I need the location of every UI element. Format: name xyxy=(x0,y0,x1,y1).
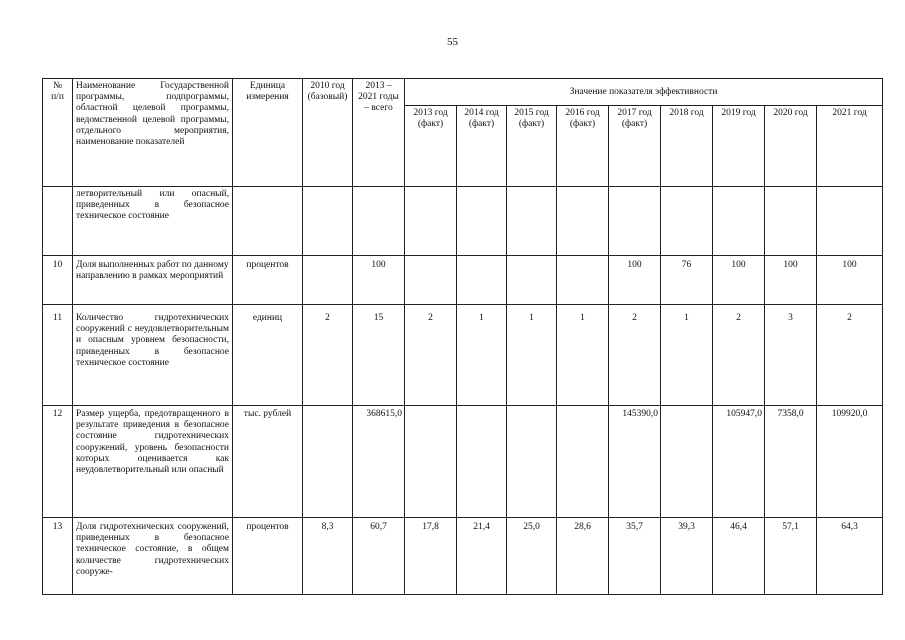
header-year: 2021 год xyxy=(817,106,883,187)
row-value: 17,8 xyxy=(405,518,457,595)
header-name: Наименование Государственной программы, подпрограммы, областной целевой программы, ведомственной целевой программы, отдельного мероприятия, наименование показателей xyxy=(73,79,233,187)
header-year: 2020 год xyxy=(765,106,817,187)
row-base xyxy=(303,187,353,256)
row-value: 35,7 xyxy=(609,518,661,595)
row-name: Доля выполненных работ по данному направлению в рамках мероприятий xyxy=(73,256,233,305)
row-value xyxy=(557,256,609,305)
row-value xyxy=(765,187,817,256)
row-value: 105947,0 xyxy=(713,406,765,518)
table-row-continuation xyxy=(43,187,883,256)
row-value xyxy=(661,187,713,256)
row-unit: процентов xyxy=(233,256,303,305)
row-value xyxy=(457,187,507,256)
row-value: 100 xyxy=(765,256,817,305)
row-value: 21,4 xyxy=(457,518,507,595)
row-unit: единиц xyxy=(233,305,303,406)
row-value: 109920,0 xyxy=(817,406,883,518)
row-unit: процентов xyxy=(233,518,303,595)
header-total: 2013 – 2021 годы – всего xyxy=(353,79,405,187)
row-value: 100 xyxy=(713,256,765,305)
row-total xyxy=(353,187,405,256)
header-year: 2018 год xyxy=(661,106,713,187)
row-total: 100 xyxy=(353,256,405,305)
row-num: 12 xyxy=(43,406,73,518)
row-value xyxy=(457,256,507,305)
row-base: 2 xyxy=(303,305,353,406)
table-row xyxy=(43,256,883,305)
header-year: 2013 год (факт) xyxy=(405,106,457,187)
row-value xyxy=(405,187,457,256)
header-num: № п/п xyxy=(43,79,73,187)
row-num xyxy=(43,187,73,256)
efficiency-indicators-table xyxy=(42,78,883,595)
row-unit xyxy=(233,187,303,256)
header-year: 2014 год (факт) xyxy=(457,106,507,187)
row-value: 3 xyxy=(765,305,817,406)
row-num: 11 xyxy=(43,305,73,406)
row-num: 13 xyxy=(43,518,73,595)
row-num: 10 xyxy=(43,256,73,305)
table-row xyxy=(43,305,883,406)
row-value: 57,1 xyxy=(765,518,817,595)
row-value xyxy=(557,187,609,256)
header-unit: Единица измерения xyxy=(233,79,303,187)
row-value: 28,6 xyxy=(557,518,609,595)
row-value: 1 xyxy=(457,305,507,406)
row-base xyxy=(303,256,353,305)
header-year: 2019 год xyxy=(713,106,765,187)
row-value xyxy=(405,406,457,518)
header-year: 2016 год (факт) xyxy=(557,106,609,187)
row-value: 1 xyxy=(507,305,557,406)
header-indicator-group: Значение показателя эффективности xyxy=(405,79,883,106)
row-value: 100 xyxy=(817,256,883,305)
page-number: 55 xyxy=(447,36,458,48)
row-value xyxy=(661,406,713,518)
row-value xyxy=(713,187,765,256)
row-total: 60,7 xyxy=(353,518,405,595)
row-value xyxy=(457,406,507,518)
row-value: 76 xyxy=(661,256,713,305)
row-value: 7358,0 xyxy=(765,406,817,518)
table-row xyxy=(43,518,883,595)
row-name: Количество гидротехнических сооружений с неудовлетворительным и опасным уровнем безопасности, приведенных в безопасное техническое состояние xyxy=(73,305,233,406)
row-value xyxy=(609,187,661,256)
row-value: 100 xyxy=(609,256,661,305)
header-year: 2015 год (факт) xyxy=(507,106,557,187)
table-row xyxy=(43,406,883,518)
row-value: 2 xyxy=(405,305,457,406)
row-value: 25,0 xyxy=(507,518,557,595)
row-value xyxy=(507,406,557,518)
row-name: летворительный или опасный, приведенных в безопасное техническое состояние xyxy=(73,187,233,256)
row-value: 2 xyxy=(713,305,765,406)
row-base: 8,3 xyxy=(303,518,353,595)
row-value: 64,3 xyxy=(817,518,883,595)
row-value: 1 xyxy=(661,305,713,406)
row-value xyxy=(405,256,457,305)
row-value: 145390,0 xyxy=(609,406,661,518)
row-total: 15 xyxy=(353,305,405,406)
row-total: 368615,0 xyxy=(353,406,405,518)
row-value xyxy=(507,187,557,256)
header-year: 2017 год (факт) xyxy=(609,106,661,187)
row-value: 39,3 xyxy=(661,518,713,595)
row-value xyxy=(507,256,557,305)
row-base xyxy=(303,406,353,518)
row-unit: тыс. рублей xyxy=(233,406,303,518)
header-base-year: 2010 год (базовый) xyxy=(303,79,353,187)
row-value: 2 xyxy=(609,305,661,406)
row-value: 46,4 xyxy=(713,518,765,595)
row-name: Доля гидротехнических сооружений, приведенных в безопасное техническое состояние, в общем количестве гидротехнических сооруже- xyxy=(73,518,233,595)
row-name: Размер ущерба, предотвращенного в результате приведения в безопасное состояние гидротехнических сооружений, уровень безопасности которых оценивается как неудовлетворительный или опасный xyxy=(73,406,233,518)
row-value: 2 xyxy=(817,305,883,406)
header-row-1 xyxy=(43,79,883,106)
row-value: 1 xyxy=(557,305,609,406)
row-value xyxy=(817,187,883,256)
row-value xyxy=(557,406,609,518)
